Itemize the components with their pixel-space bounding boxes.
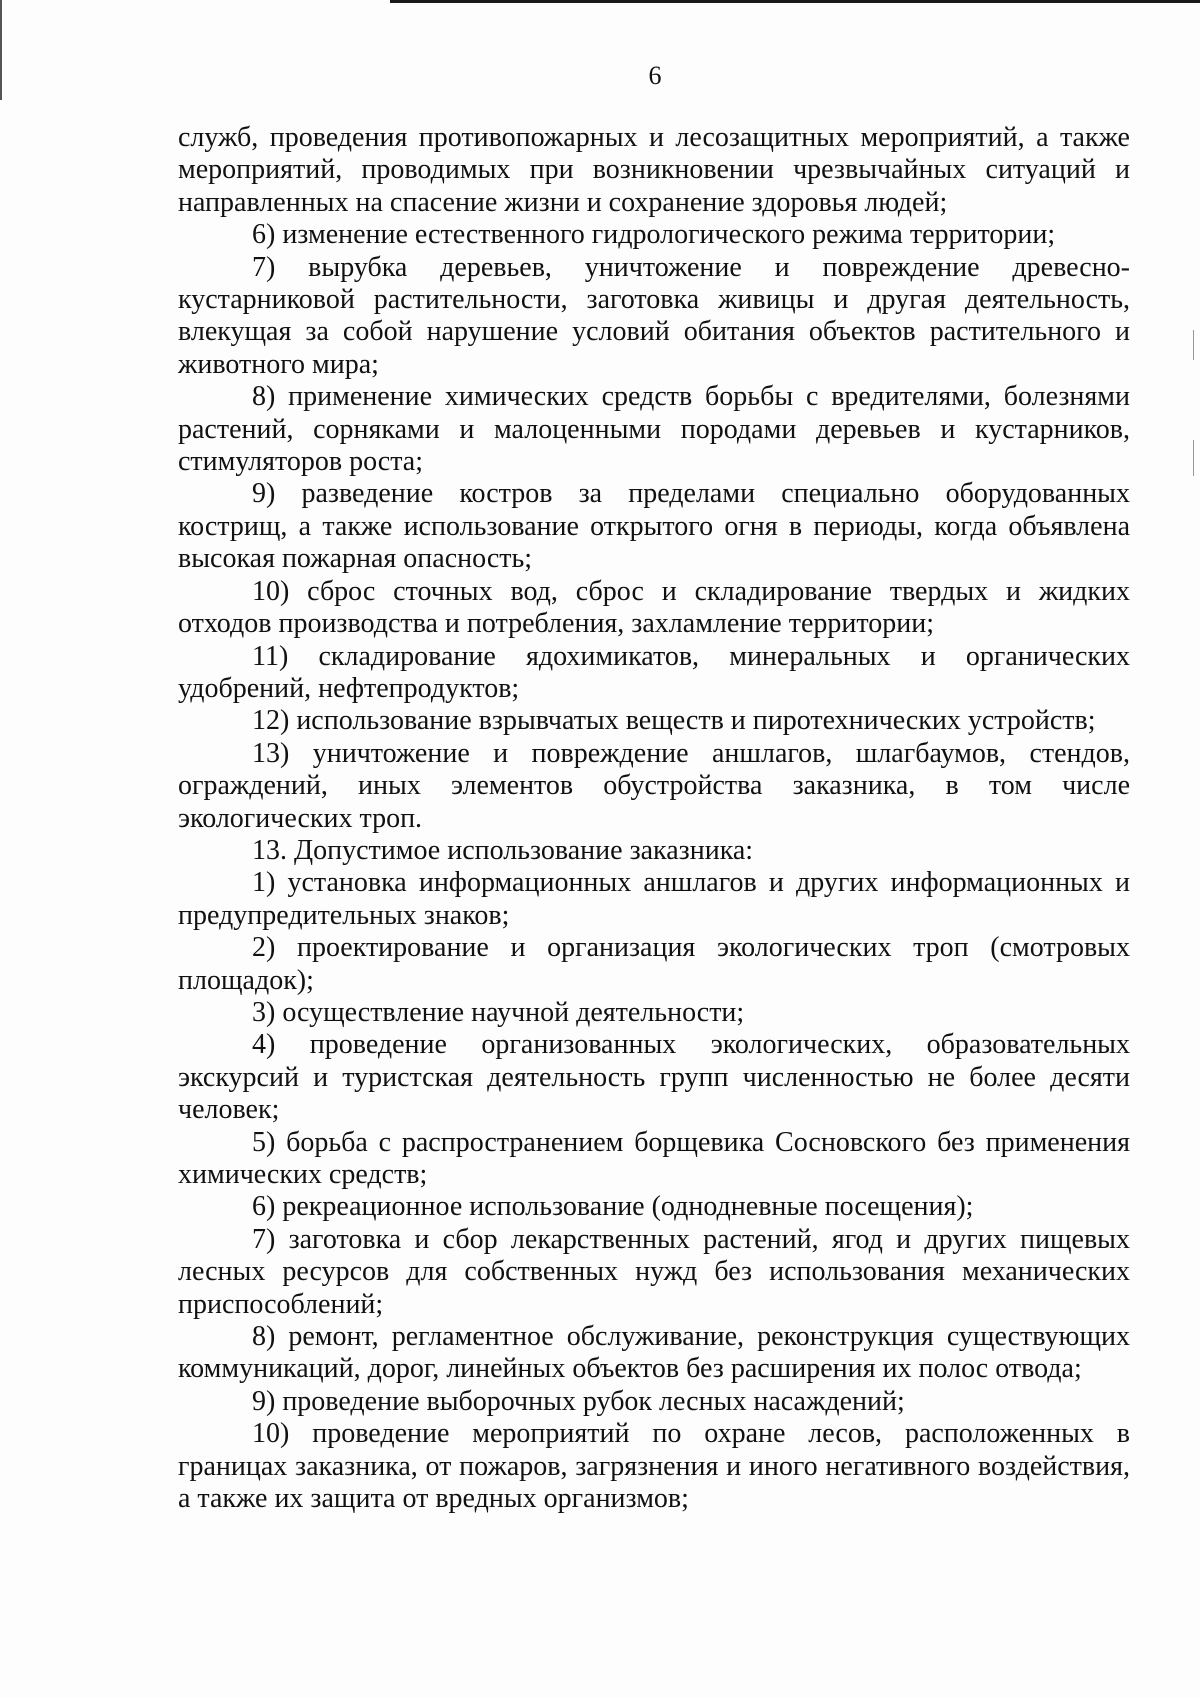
paragraph: 1) установка информационных аншлагов и других информационных и предупредительных знаков; [178,867,1130,931]
paragraph: 8) применение химических средств борьбы с вредителями, болезнями растений, сорняками и малоценными породами деревьев и кустарников, стимуляторов роста; [178,381,1130,478]
section-heading: 13. Допустимое использование заказника: [252,834,754,866]
paragraph: 10) проведение мероприятий по охране лесов, расположенных в границах заказника, от пожаров, загрязнения и иного негативного воздействия, а также их защита от вредных организмов; [178,1418,1130,1515]
page-number: 6 [648,61,662,90]
paragraph: 5) борьба с распространением борщевика Сосновского без применения химических средств; [178,1126,1130,1190]
paragraph: 7) заготовка и сбор лекарственных растений, ягод и других пищевых лесных ресурсов для собственных нужд без использования механических приспособлений; [178,1223,1130,1320]
paragraph: 9) разведение костров за пределами специально оборудованных кострищ, а также использование открытого огня в периоды, когда объявлена высокая пожарная опасность; [178,478,1130,575]
paragraph: 8) ремонт, регламентное обслуживание, реконструкция существующих коммуникаций, дорог, линейных объектов без расширения их полос отвода; [178,1321,1130,1385]
paragraph: 13) уничтожение и повреждение аншлагов, шлагбаумов, стендов, ограждений, иных элементов обустройства заказника, в том числе экологических троп. [178,737,1130,834]
document-body [178,122,1130,1515]
paragraph: 12) использование взрывчатых веществ и пиротехнических устройств; [252,705,1096,737]
scan-right-mark [1193,330,1194,360]
paragraph: 7) вырубка деревьев, уничтожение и повреждение древесно-кустарниковой растительности, заготовка живицы и другая деятельность, влекущая за собой нарушение условий обитания объектов растительного и животного мира; [178,251,1130,380]
paragraph: 6) изменение естественного гидрологического режима территории; [252,219,1056,251]
paragraph: служб, проведения противопожарных и лесозащитных мероприятий, а также мероприятий, проводимых при возникновении чрезвычайных ситуаций и направленных на спасение жизни и сохранение здоровья людей; [178,122,1130,218]
scan-right-mark [1193,440,1194,476]
paragraph: 4) проведение организованных экологических, образовательных экскурсий и туристская деятельность групп численностью не более десяти человек; [178,1029,1130,1126]
paragraph: 10) сброс сточных вод, сброс и складирование твердых и жидких отходов производства и потребления, захламление территории; [178,575,1130,640]
paragraph: 3) осуществление научной деятельности; [252,996,745,1028]
paragraph: 6) рекреационное использование (однодневные посещения); [252,1191,974,1223]
paragraph: 11) складирование ядохимикатов, минеральных и органических удобрений, нефтепродуктов; [178,640,1130,704]
paragraph: 9) проведение выборочных рубок лесных насаждений; [252,1385,905,1417]
scan-top-rule [390,0,1200,3]
paragraph: 2) проектирование и организация экологических троп (смотровых площадок); [178,932,1130,996]
